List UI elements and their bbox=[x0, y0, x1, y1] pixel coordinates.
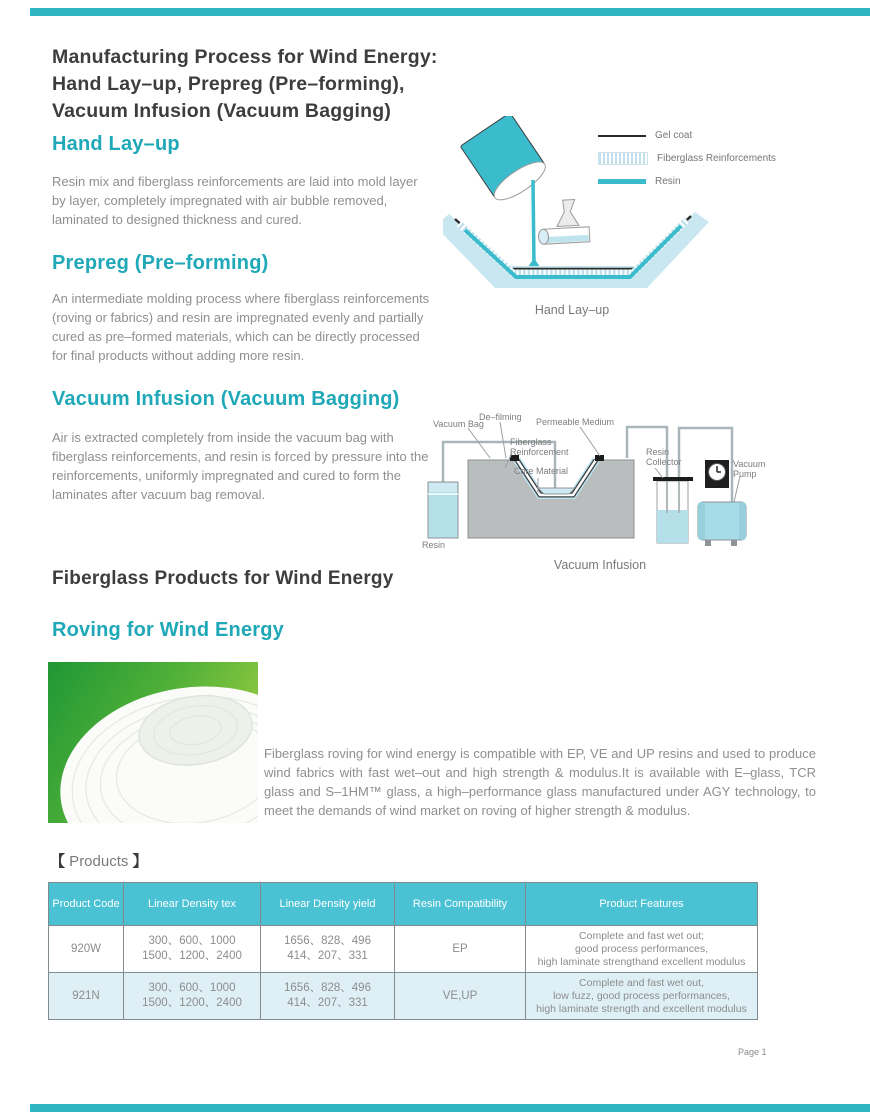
col-header-product-features: Product Features bbox=[526, 883, 758, 926]
prepreg-body: An intermediate molding process where fiberglass reinforcements (roving or fabrics) and resin are impregnated evenly and partially cured as pre–formed materials, which can be directly processed for final products without adding more resin. bbox=[52, 291, 430, 363]
cell-resin-compatibility: EP bbox=[395, 926, 526, 973]
cell-resin-compatibility: VE,UP bbox=[395, 973, 526, 1020]
heading-fiberglass-products: Fiberglass Products for Wind Energy bbox=[52, 568, 394, 589]
tex-line2: 1500、1200、2400 bbox=[142, 997, 242, 1009]
heading-roving: Roving for Wind Energy bbox=[52, 619, 284, 641]
label-vacuum-pump bbox=[733, 459, 765, 479]
cell-linear-density-yield bbox=[261, 973, 395, 1020]
yield-line2: 414、207、331 bbox=[287, 997, 368, 1009]
col-header-linear-density-yield: Linear Density yield bbox=[261, 883, 395, 926]
feature-line2: low fuzz, good process performances, bbox=[553, 989, 730, 1002]
vacuum-infusion-caption: Vacuum Infusion bbox=[553, 558, 647, 572]
top-accent-bar bbox=[30, 8, 870, 16]
legend-label: Fiberglass Reinforcements bbox=[657, 153, 776, 164]
col-header-product-code: Product Code bbox=[49, 883, 124, 926]
page-title bbox=[52, 44, 438, 125]
tex-line1: 300、600、1000 bbox=[148, 982, 236, 994]
tex-line1: 300、600、1000 bbox=[148, 935, 236, 947]
cell-linear-density-tex bbox=[124, 973, 261, 1020]
hand-layup-legend bbox=[598, 124, 776, 193]
hand-layup-body: Resin mix and fiberglass reinforcements are laid into mold layer by layer, completely impregnated with air bubble removed, laminated to designed thickness and cured. bbox=[52, 174, 418, 227]
feature-line2: good process performances, bbox=[574, 942, 709, 955]
label-core-material: Core Material bbox=[514, 466, 569, 476]
resin-stream bbox=[533, 180, 534, 266]
gel-coat-swatch-icon bbox=[598, 135, 646, 137]
tex-line2: 1500、1200、2400 bbox=[142, 950, 242, 962]
col-header-resin-compatibility: Resin Compatibility bbox=[395, 883, 526, 926]
products-label-text: Products bbox=[65, 853, 133, 870]
feature-line1: Complete and fast wet out; bbox=[579, 929, 704, 942]
vacuum-infusion-body: Air is extracted completely from inside the vacuum bag with fiberglass reinforcements, and resin is forced by pressure into the reinforcements, uniformly impregnated and cured to form the laminates after vacuum bag removal. bbox=[52, 430, 429, 502]
heading-prepreg: Prepreg (Pre–forming) bbox=[52, 252, 269, 274]
cell-linear-density-yield bbox=[261, 926, 395, 973]
yield-line1: 1656、828、496 bbox=[284, 935, 371, 947]
legend-row-gel-coat bbox=[598, 124, 776, 147]
label-resin: Resin bbox=[422, 540, 446, 550]
yield-line2: 414、207、331 bbox=[287, 950, 368, 962]
label-fiberglass-reinforcement bbox=[510, 437, 569, 457]
bracket-open: 【 bbox=[50, 853, 66, 870]
vacuum-infusion-diagram bbox=[420, 398, 870, 563]
feature-line1: Complete and fast wet out, bbox=[579, 976, 704, 989]
cell-product-features bbox=[526, 973, 758, 1020]
cell-product-code: 920W bbox=[49, 926, 124, 973]
label-resin-collector bbox=[646, 447, 682, 467]
roving-photo bbox=[48, 662, 258, 823]
col-header-linear-density-tex: Linear Density tex bbox=[124, 883, 261, 926]
fiberglass-swatch-icon bbox=[598, 152, 648, 165]
cell-product-code: 921N bbox=[49, 973, 124, 1020]
title-line-2: Hand Lay–up, Prepreg (Pre–forming), bbox=[52, 73, 405, 95]
hand-layup-caption: Hand Lay–up bbox=[534, 303, 610, 317]
label-collector-line2: Collector bbox=[646, 457, 682, 467]
legend-row-resin bbox=[598, 170, 776, 193]
label-permeable-medium: Permeable Medium bbox=[536, 417, 615, 427]
bracket-close: 】 bbox=[132, 853, 148, 870]
label-fiberglass-line2: Reinforcement bbox=[510, 447, 569, 457]
resin-swatch-icon bbox=[598, 179, 646, 184]
products-table bbox=[48, 882, 758, 1020]
legend-label: Resin bbox=[655, 176, 681, 187]
table-header-row bbox=[49, 883, 758, 926]
label-pump-line2: Pump bbox=[733, 469, 757, 479]
feature-line3: high laminate strength and excellent modulus bbox=[536, 1002, 747, 1015]
bottom-accent-bar bbox=[30, 1104, 870, 1112]
resin-container-icon bbox=[428, 482, 458, 538]
label-fiberglass-line1: Fiberglass bbox=[510, 437, 552, 447]
core-material-layer bbox=[538, 488, 575, 494]
roller-tool-icon bbox=[537, 199, 590, 245]
resin-collector-icon bbox=[653, 477, 693, 543]
cell-linear-density-tex bbox=[124, 926, 261, 973]
title-line-1: Manufacturing Process for Wind Energy: bbox=[52, 46, 438, 68]
roving-photo-art bbox=[48, 662, 258, 823]
legend-row-fiberglass bbox=[598, 147, 776, 170]
label-vacuum-bag: Vacuum Bag bbox=[433, 419, 484, 429]
table-row bbox=[49, 926, 758, 973]
yield-line1: 1656、828、496 bbox=[284, 982, 371, 994]
table-row bbox=[49, 973, 758, 1020]
cell-product-features bbox=[526, 926, 758, 973]
label-collector-line1: Resin bbox=[646, 447, 670, 457]
roving-body: Fiberglass roving for wind energy is compatible with EP, VE and UP resins and used to produce wind fabrics with fast wet–out and high strength & modulus.It is available with E–glass, TCR glass and S–1HM™ glass, a high–performance glass manufactured under AGY technology, to meet the demands of wind market on roving of higher strength & modulus. bbox=[264, 746, 816, 818]
page-number: Page 1 bbox=[738, 1047, 767, 1057]
label-de-filming: De–filming bbox=[479, 412, 522, 422]
feature-line3: high laminate strengthand excellent modulus bbox=[537, 955, 746, 968]
title-line-3: Vacuum Infusion (Vacuum Bagging) bbox=[52, 100, 392, 122]
label-pump-line1: Vacuum bbox=[733, 459, 766, 469]
resin-bucket-icon bbox=[460, 116, 550, 206]
products-label bbox=[50, 850, 148, 871]
legend-label: Gel coat bbox=[655, 130, 693, 141]
heading-vacuum-infusion: Vacuum Infusion (Vacuum Bagging) bbox=[52, 388, 400, 410]
heading-hand-layup: Hand Lay–up bbox=[52, 133, 180, 155]
